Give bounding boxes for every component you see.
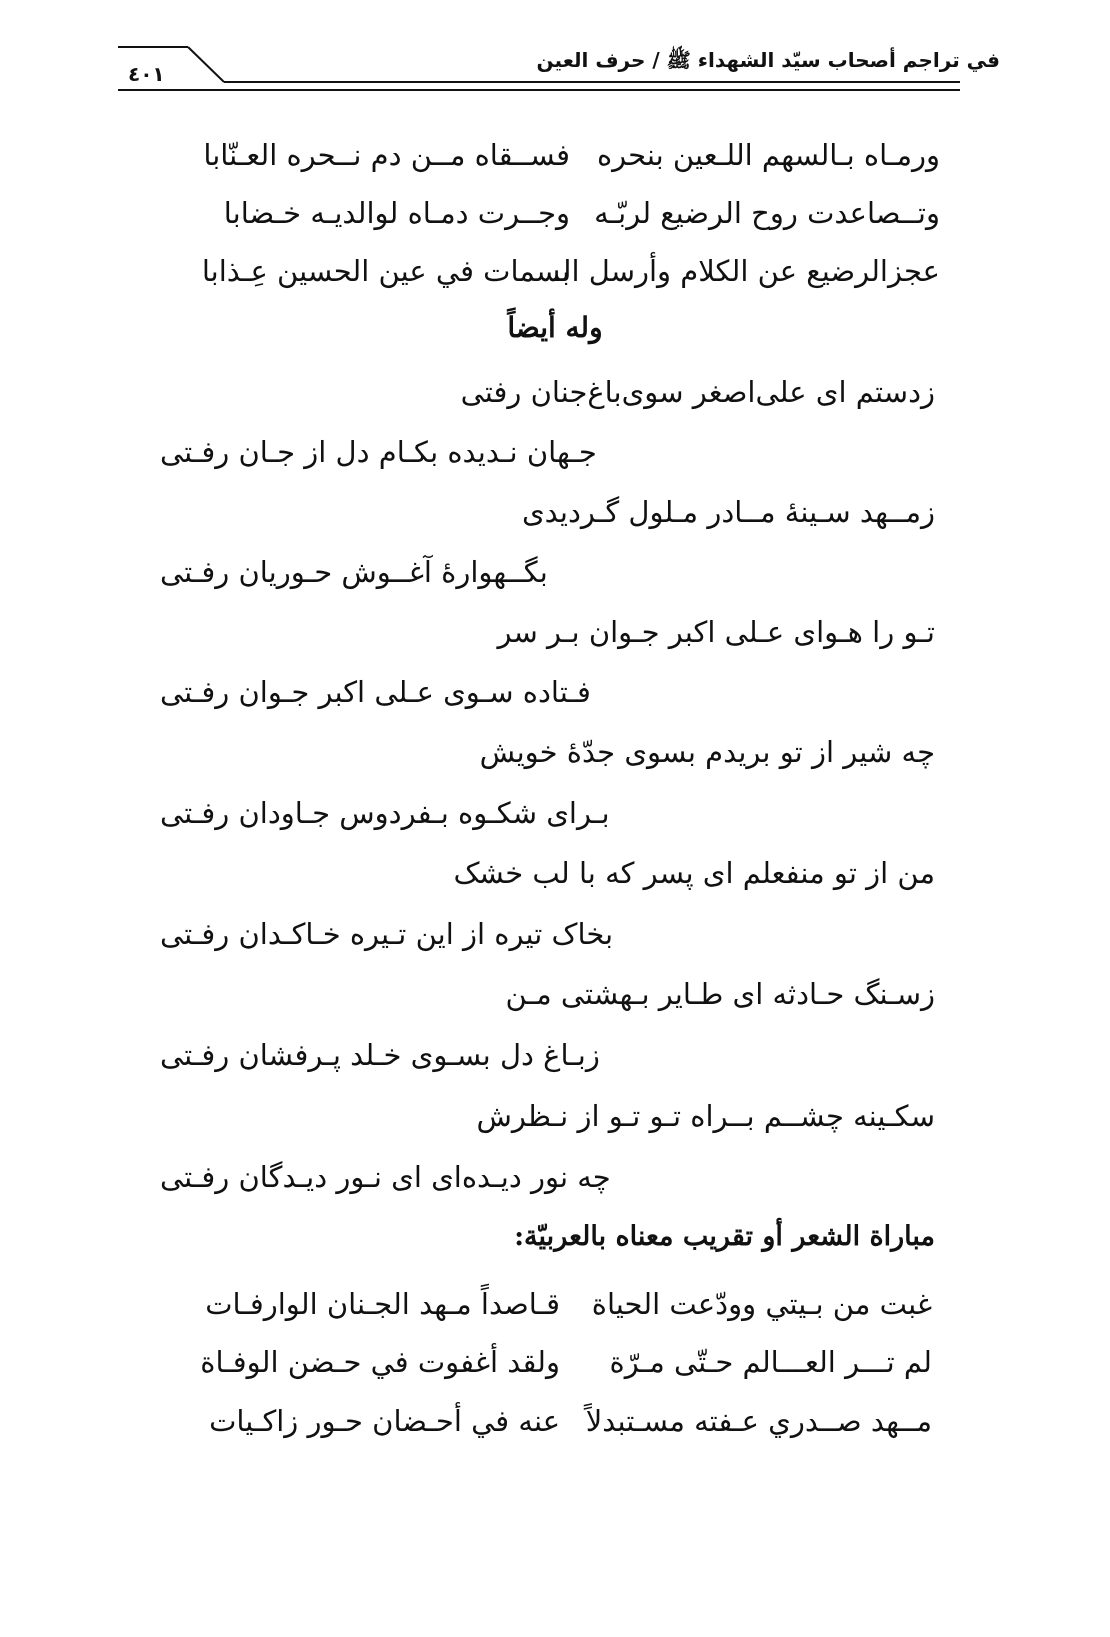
translation-heading: مباراة الشعر أو تقريب معناه بالعربيّة: bbox=[514, 1221, 935, 1252]
running-header-title: في تراجم أصحاب سيّد الشهداء ﷺ / حرف العين bbox=[536, 48, 1000, 72]
persian-line-6: فـتاده سـوی عـلی اکبر جـوان رفـتی bbox=[160, 675, 591, 709]
persian-line-7: چه شیر از تو بریدم بسوی جدّهٔ خویش bbox=[479, 735, 935, 769]
persian-line-12: زبـاغ دل بسـوی خـلد پـرفشان رفـتی bbox=[160, 1038, 600, 1072]
also-heading: وله أيضاً bbox=[507, 311, 603, 344]
persian-line-8: بـرای شکـوه بـفردوس جـاودان رفـتی bbox=[160, 796, 610, 830]
page-number: ٤٠١ bbox=[128, 62, 165, 86]
verse-1-first-hemistich: ورمـاه بـالسهم اللـعين بنحره bbox=[596, 138, 940, 172]
page-header bbox=[0, 0, 1110, 110]
persian-line-1: زدستم ای علی‌اصغر سوی‌باغ‌جنان رفتی bbox=[460, 375, 935, 409]
persian-line-9: من از تو منفعلم ای پسر که با لب خشک bbox=[453, 856, 935, 890]
persian-line-4: بگــهوارهٔ آغــوش حـوریان رفـتی bbox=[160, 555, 548, 589]
verse-5-second-hemistich: ولقد أغفوت في حـضن الوفـاة bbox=[200, 1345, 560, 1379]
persian-line-3: زمــهد سـینهٔ مــادر مـلول گـردیدی bbox=[521, 495, 935, 529]
verse-5-first-hemistich: لم تـــر العـــالم حـتّى مـرّة bbox=[609, 1345, 932, 1379]
verse-3-second-hemistich: بسمات في عين الحسين عِـذابا bbox=[201, 254, 570, 288]
verse-2-second-hemistich: وجــرت دمـاه لوالديـه خـضابا bbox=[223, 196, 570, 230]
persian-line-11: زسـنگ حـادثه ای طـایر بـهشتی مـن bbox=[505, 977, 935, 1011]
verse-6-first-hemistich: مــهد صــدري عـفته مسـتبدلاً bbox=[585, 1404, 932, 1438]
persian-line-5: تـو را هـوای عـلی اکبر جـوان بـر سر bbox=[497, 615, 935, 649]
verse-3-first-hemistich: عجزالرضيع عن الكلام وأرسل الـ bbox=[554, 254, 940, 288]
persian-line-13: سکـینه چشــم بــراه تـو تـو از نـظرش bbox=[476, 1099, 935, 1133]
verse-4-second-hemistich: قـاصداً مـهد الجـنان الوارفـات bbox=[205, 1287, 560, 1321]
verse-1-second-hemistich: فســقاه مــن دم نــحره العـنّابا bbox=[203, 138, 570, 172]
verse-2-first-hemistich: وتــصاعدت روح الرضيع لربّـه bbox=[594, 196, 940, 230]
persian-line-2: جـهان نـدیده بکـام دل از جـان رفـتی bbox=[160, 435, 597, 469]
persian-line-14: چه نور دیـده‌ای ای نـور دیـدگان رفـتی bbox=[160, 1160, 611, 1194]
persian-line-10: بخاک تیره از این تـیره خـاکـدان رفـتی bbox=[160, 917, 614, 951]
header-rule bbox=[118, 44, 960, 96]
verse-4-first-hemistich: غبت من بـيتي وودّعت الحياة bbox=[591, 1287, 932, 1321]
verse-6-second-hemistich: عنه في أحـضان حـور زاكـيات bbox=[209, 1404, 560, 1438]
